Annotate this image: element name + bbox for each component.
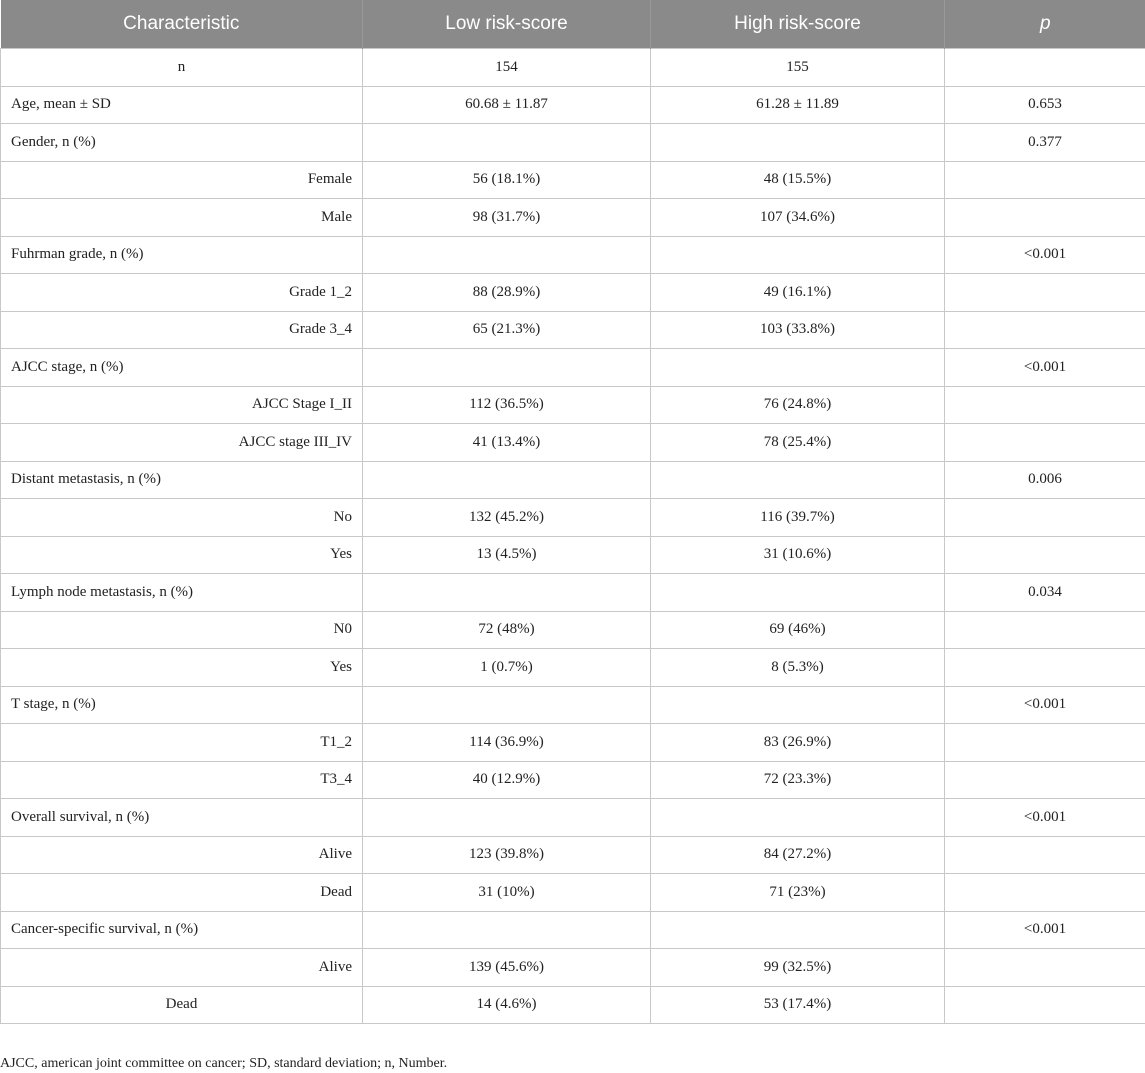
- row-label-cell: Yes: [1, 649, 363, 687]
- low-risk-cell: [363, 236, 651, 274]
- table-row: [1, 611, 1145, 649]
- low-risk-cell: 14 (4.6%): [363, 986, 651, 1024]
- table-row: [1, 761, 1145, 799]
- row-label-cell: Alive: [1, 836, 363, 874]
- high-risk-cell: [651, 686, 945, 724]
- table-row: [1, 911, 1145, 949]
- table-row: [1, 349, 1145, 387]
- row-label-cell: Female: [1, 161, 363, 199]
- header-characteristic: Characteristic: [1, 0, 363, 49]
- header-row: [1, 0, 1145, 49]
- row-label-cell: T1_2: [1, 724, 363, 762]
- table-row: [1, 986, 1145, 1024]
- high-risk-cell: 78 (25.4%): [651, 424, 945, 462]
- p-value-cell: 0.377: [945, 124, 1145, 162]
- low-risk-cell: 154: [363, 49, 651, 87]
- row-label-cell: Yes: [1, 536, 363, 574]
- p-value-cell: [945, 986, 1145, 1024]
- table-row: [1, 424, 1145, 462]
- p-value-cell: [945, 424, 1145, 462]
- high-risk-cell: 31 (10.6%): [651, 536, 945, 574]
- high-risk-cell: 69 (46%): [651, 611, 945, 649]
- high-risk-cell: 103 (33.8%): [651, 311, 945, 349]
- row-label-cell: T3_4: [1, 761, 363, 799]
- p-value-cell: [945, 311, 1145, 349]
- table-row: [1, 874, 1145, 912]
- low-risk-cell: 114 (36.9%): [363, 724, 651, 762]
- p-value-cell: [945, 836, 1145, 874]
- high-risk-cell: [651, 461, 945, 499]
- table-row: [1, 686, 1145, 724]
- high-risk-cell: 48 (15.5%): [651, 161, 945, 199]
- row-label-cell: Dead: [1, 874, 363, 912]
- low-risk-cell: 31 (10%): [363, 874, 651, 912]
- p-value-cell: <0.001: [945, 686, 1145, 724]
- table-row: [1, 124, 1145, 162]
- p-value-cell: [945, 274, 1145, 312]
- table-row: [1, 86, 1145, 124]
- p-value-cell: <0.001: [945, 349, 1145, 387]
- p-value-cell: [945, 874, 1145, 912]
- high-risk-cell: [651, 349, 945, 387]
- row-label-cell: Gender, n (%): [1, 124, 363, 162]
- row-label-cell: Alive: [1, 949, 363, 987]
- low-risk-cell: [363, 574, 651, 612]
- low-risk-cell: 123 (39.8%): [363, 836, 651, 874]
- p-value-cell: [945, 199, 1145, 237]
- table-row: [1, 799, 1145, 837]
- high-risk-cell: 72 (23.3%): [651, 761, 945, 799]
- p-value-cell: [945, 761, 1145, 799]
- high-risk-cell: 155: [651, 49, 945, 87]
- header-low-risk: Low risk-score: [363, 0, 651, 49]
- p-value-cell: 0.006: [945, 461, 1145, 499]
- p-value-cell: <0.001: [945, 236, 1145, 274]
- row-label-cell: Overall survival, n (%): [1, 799, 363, 837]
- table-row: [1, 274, 1145, 312]
- table-row: [1, 49, 1145, 87]
- high-risk-cell: [651, 236, 945, 274]
- table-row: [1, 161, 1145, 199]
- low-risk-cell: 13 (4.5%): [363, 536, 651, 574]
- p-value-cell: 0.653: [945, 86, 1145, 124]
- row-label-cell: Male: [1, 199, 363, 237]
- high-risk-cell: 71 (23%): [651, 874, 945, 912]
- high-risk-cell: 84 (27.2%): [651, 836, 945, 874]
- table-header: [1, 0, 1145, 49]
- low-risk-cell: [363, 911, 651, 949]
- row-label-cell: AJCC Stage I_II: [1, 386, 363, 424]
- row-label-cell: AJCC stage, n (%): [1, 349, 363, 387]
- row-label-cell: n: [1, 49, 363, 87]
- header-p-value: p: [945, 0, 1145, 49]
- low-risk-cell: [363, 686, 651, 724]
- low-risk-cell: 132 (45.2%): [363, 499, 651, 537]
- high-risk-cell: 49 (16.1%): [651, 274, 945, 312]
- low-risk-cell: 98 (31.7%): [363, 199, 651, 237]
- low-risk-cell: 72 (48%): [363, 611, 651, 649]
- p-value-cell: 0.034: [945, 574, 1145, 612]
- low-risk-cell: 112 (36.5%): [363, 386, 651, 424]
- p-value-cell: [945, 649, 1145, 687]
- row-label-cell: Cancer-specific survival, n (%): [1, 911, 363, 949]
- table-row: [1, 649, 1145, 687]
- p-value-cell: [945, 499, 1145, 537]
- p-value-cell: [945, 611, 1145, 649]
- table-body: [1, 49, 1145, 1024]
- low-risk-cell: [363, 349, 651, 387]
- p-value-cell: [945, 161, 1145, 199]
- high-risk-cell: 107 (34.6%): [651, 199, 945, 237]
- p-value-cell: [945, 49, 1145, 87]
- low-risk-cell: 40 (12.9%): [363, 761, 651, 799]
- high-risk-cell: [651, 574, 945, 612]
- low-risk-cell: 65 (21.3%): [363, 311, 651, 349]
- p-value-cell: [945, 949, 1145, 987]
- low-risk-cell: [363, 799, 651, 837]
- table-row: [1, 236, 1145, 274]
- high-risk-cell: 53 (17.4%): [651, 986, 945, 1024]
- row-label-cell: Grade 1_2: [1, 274, 363, 312]
- table-row: [1, 574, 1145, 612]
- low-risk-cell: 88 (28.9%): [363, 274, 651, 312]
- p-value-cell: <0.001: [945, 799, 1145, 837]
- high-risk-cell: 99 (32.5%): [651, 949, 945, 987]
- p-value-cell: [945, 724, 1145, 762]
- table-row: [1, 836, 1145, 874]
- row-label-cell: Lymph node metastasis, n (%): [1, 574, 363, 612]
- row-label-cell: Age, mean ± SD: [1, 86, 363, 124]
- table-row: [1, 724, 1145, 762]
- low-risk-cell: 1 (0.7%): [363, 649, 651, 687]
- row-label-cell: AJCC stage III_IV: [1, 424, 363, 462]
- high-risk-cell: [651, 911, 945, 949]
- high-risk-cell: 61.28 ± 11.89: [651, 86, 945, 124]
- high-risk-cell: 116 (39.7%): [651, 499, 945, 537]
- high-risk-cell: 83 (26.9%): [651, 724, 945, 762]
- high-risk-cell: [651, 799, 945, 837]
- p-value-cell: [945, 536, 1145, 574]
- table-row: [1, 536, 1145, 574]
- high-risk-cell: 76 (24.8%): [651, 386, 945, 424]
- low-risk-cell: [363, 124, 651, 162]
- table-row: [1, 461, 1145, 499]
- low-risk-cell: 56 (18.1%): [363, 161, 651, 199]
- row-label-cell: No: [1, 499, 363, 537]
- row-label-cell: T stage, n (%): [1, 686, 363, 724]
- row-label-cell: N0: [1, 611, 363, 649]
- row-label-cell: Distant metastasis, n (%): [1, 461, 363, 499]
- table-row: [1, 386, 1145, 424]
- high-risk-cell: 8 (5.3%): [651, 649, 945, 687]
- low-risk-cell: 139 (45.6%): [363, 949, 651, 987]
- header-high-risk: High risk-score: [651, 0, 945, 49]
- row-label-cell: Dead: [1, 986, 363, 1024]
- table-row: [1, 949, 1145, 987]
- table-row: [1, 199, 1145, 237]
- low-risk-cell: 41 (13.4%): [363, 424, 651, 462]
- row-label-cell: Fuhrman grade, n (%): [1, 236, 363, 274]
- p-value-cell: [945, 386, 1145, 424]
- table-footnote: AJCC, american joint committee on cancer; SD, standard deviation; n, Number.: [0, 1056, 448, 1071]
- p-value-cell: <0.001: [945, 911, 1145, 949]
- row-label-cell: Grade 3_4: [1, 311, 363, 349]
- high-risk-cell: [651, 124, 945, 162]
- table-row: [1, 499, 1145, 537]
- low-risk-cell: 60.68 ± 11.87: [363, 86, 651, 124]
- low-risk-cell: [363, 461, 651, 499]
- table-row: [1, 311, 1145, 349]
